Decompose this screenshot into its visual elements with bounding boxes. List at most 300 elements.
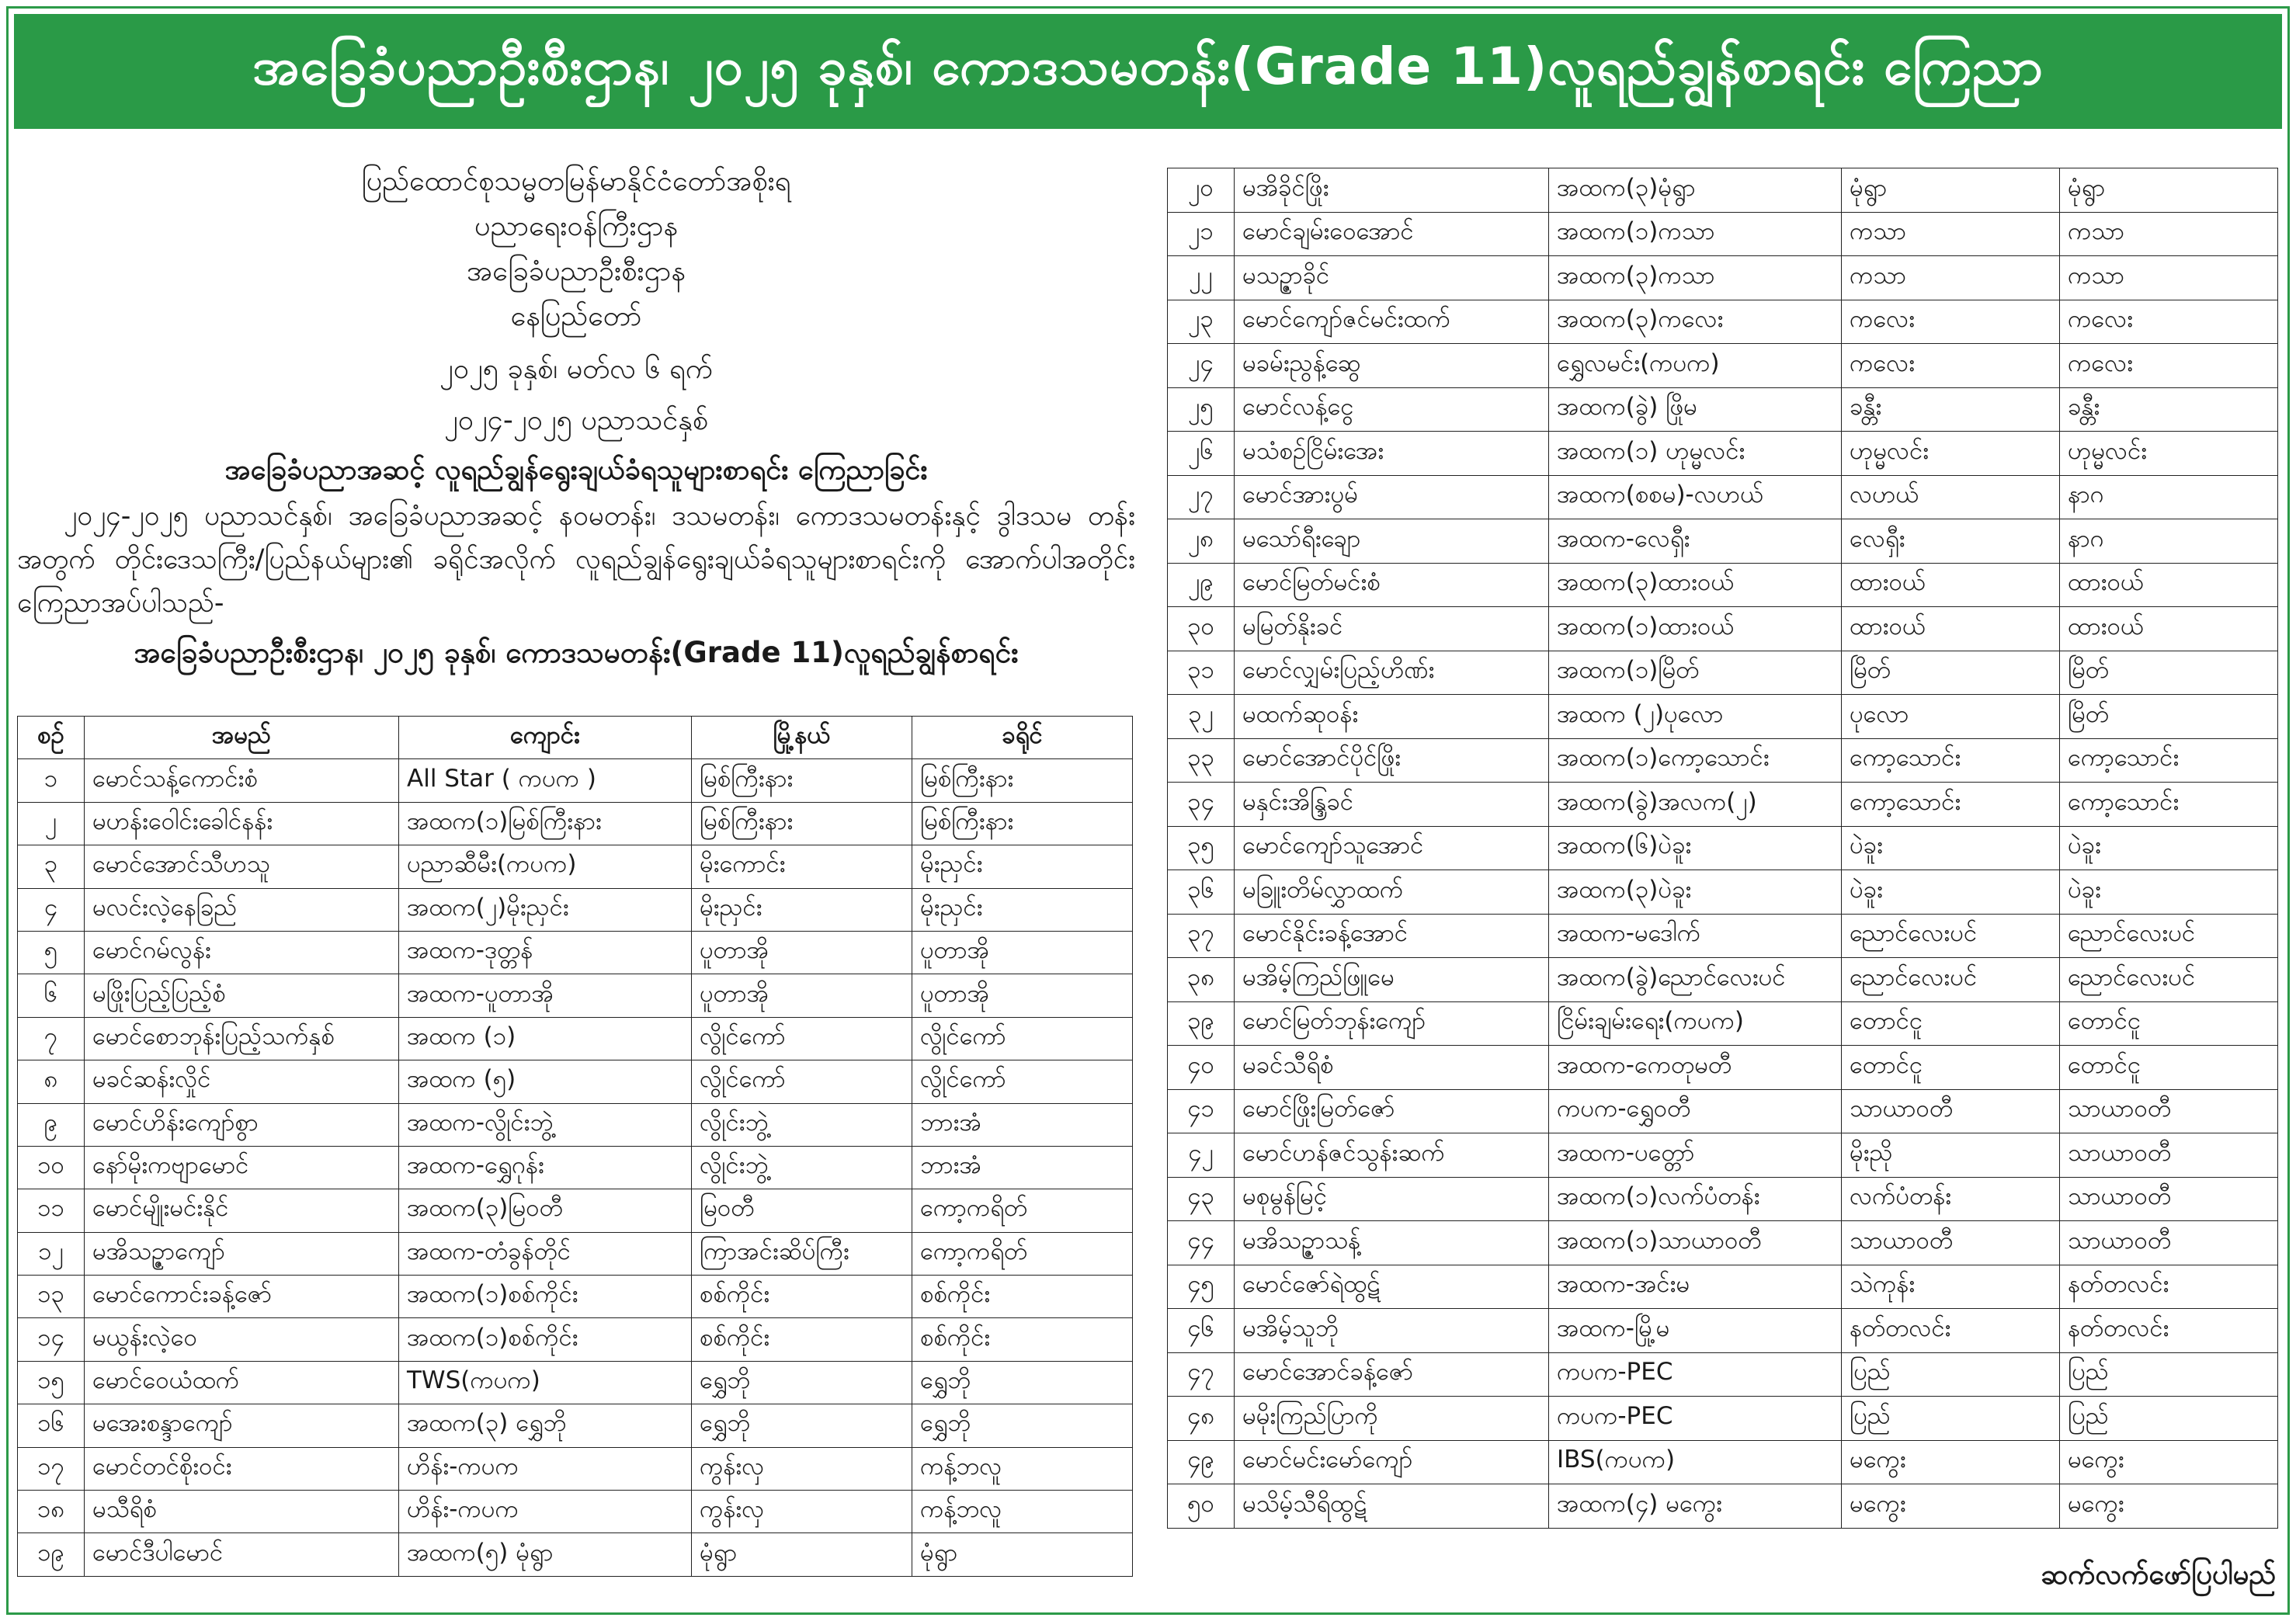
cell-school: အထက (၅) (399, 1060, 692, 1103)
cell-school: ပညာဆီမီး(ကပက) (399, 845, 692, 888)
table-row (18, 1533, 1133, 1576)
cell-name: နော်မိုးကဗျာမောင် (85, 1146, 399, 1189)
table-row (1168, 1133, 2278, 1178)
cell-no: ၃၁ (1168, 651, 1235, 695)
cell-township: ထားဝယ် (1842, 607, 2060, 651)
cell-no: ၁၆ (18, 1404, 85, 1447)
cell-no: ၂၉ (1168, 563, 1235, 607)
cell-school: အထက(၁) ဟုမ္မလင်း (1549, 432, 1842, 476)
cell-township: လွိုင်ကော် (692, 1017, 912, 1060)
cell-township: လွိုင်ကော် (692, 1060, 912, 1103)
cell-township: လဟယ် (1842, 475, 2060, 519)
cell-district: ပူတာအို (912, 974, 1133, 1017)
academic-year-line: ၂၀၂၄-၂၀၂၅ ပညာသင်နှစ် (444, 404, 708, 436)
cell-no: ၁၃ (18, 1276, 85, 1318)
table-row (18, 1103, 1133, 1146)
cell-no: ၉ (18, 1103, 85, 1146)
cell-name: မအိသဥ္ဇာကျော် (85, 1232, 399, 1275)
table-row (1168, 651, 2278, 695)
cell-district: ကော့ကရိတ် (912, 1232, 1133, 1275)
cell-no: ၄၄ (1168, 1221, 1235, 1265)
cell-name: မောင်လန့်ငွေ (1235, 387, 1549, 432)
table-row (1168, 607, 2278, 651)
cell-school: အထက(၂)မိုးညှင်း (399, 888, 692, 931)
cell-school: အထက (၁) (399, 1017, 692, 1060)
table-row (1168, 1484, 2278, 1529)
cell-district: ထားဝယ် (2060, 563, 2278, 607)
cell-name: မထက်ဆုဝန်း (1235, 695, 1549, 739)
cell-district: လွိုင်ကော် (912, 1060, 1133, 1103)
cell-township: စစ်ကိုင်း (692, 1276, 912, 1318)
cell-school: အထက(ခွဲ)ညောင်လေးပင် (1549, 958, 1842, 1002)
cell-district: ရွှေဘို (912, 1361, 1133, 1404)
table-row (1168, 738, 2278, 783)
table-row (1168, 1221, 2278, 1265)
list-title: အခြေခံပညာဦးစီးဌာန၊ ၂၀၂၅ ခုနှစ်၊ ကောဒသမတန်း(Grade 11)လူရည်ချွန်စာရင်း (134, 636, 1019, 669)
cell-township: ပူတာအို (692, 974, 912, 1017)
banner-title: အခြေခံပညာဦးစီးဌာန၊ ၂၀၂၅ ခုနှစ်၊ ကောဒသမတန်း(Grade 11)လူရည်ချွန်စာရင်း ကြေညာ (14, 14, 2282, 129)
cell-no: ၂၆ (1168, 432, 1235, 476)
cell-name: မသဥ္ဇာခိုင် (1235, 256, 1549, 300)
cell-name: မောင်ဒီပါမောင် (85, 1533, 399, 1576)
intro-block (17, 159, 1135, 676)
cell-no: ၂၅ (1168, 387, 1235, 432)
table-row (18, 802, 1133, 845)
cell-school: ကပက-ရွှေဝတီ (1549, 1089, 1842, 1133)
cell-township: ပဲခူး (1842, 826, 2060, 870)
cell-district: မြိတ် (2060, 651, 2278, 695)
cell-school: အထက-ဒုတ္တန် (399, 931, 692, 974)
table-row (1168, 914, 2278, 958)
cell-school: အထက(၁)လက်ပံတန်း (1549, 1177, 1842, 1221)
cell-school: ဟိန်း-ကပက (399, 1491, 692, 1533)
cell-name: မောင်အောင်သီဟသူ (85, 845, 399, 888)
cell-no: ၃၅ (1168, 826, 1235, 870)
cell-township: မုံရွာ (1842, 168, 2060, 213)
cell-school: အထက(၁)စစ်ကိုင်း (399, 1318, 692, 1361)
cell-school: အထက(၁)စစ်ကိုင်း (399, 1276, 692, 1318)
cell-school: IBS(ကပက) (1549, 1440, 1842, 1484)
cell-no: ၄၃ (1168, 1177, 1235, 1221)
cell-name: မခြူးတိမ်လွှာထက် (1235, 870, 1549, 915)
cell-no: ၂၂ (1168, 256, 1235, 300)
cell-school: အထက-လွိုင်းဘွဲ့ (399, 1103, 692, 1146)
cell-district: ပဲခူး (2060, 870, 2278, 915)
cell-township: မိုးညို (1842, 1133, 2060, 1178)
table-row (18, 1318, 1133, 1361)
table-row (1168, 783, 2278, 827)
cell-district: မိုးညှင်း (912, 845, 1133, 888)
cell-district: ခန္တီး (2060, 387, 2278, 432)
cell-no: ၂ (18, 802, 85, 845)
cell-name: မောင်ဟန်ဇင်သွန်းဆက် (1235, 1133, 1549, 1178)
cell-no: ၂၈ (1168, 519, 1235, 564)
cell-no: ၄၉ (1168, 1440, 1235, 1484)
cell-name: မလင်းလဲ့နေခြည် (85, 888, 399, 931)
cell-township: ကော့သောင်း (1842, 783, 2060, 827)
table-row (18, 1146, 1133, 1189)
cell-name: မအေးစန္ဒာကျော် (85, 1404, 399, 1447)
city-line: နေပြည်တော် (510, 300, 642, 332)
cell-district: စစ်ကိုင်း (912, 1318, 1133, 1361)
cell-school: ရွှေလမင်း(ကပက) (1549, 344, 1842, 388)
honor-list-table-right (1167, 168, 2278, 1529)
table-row (18, 759, 1133, 802)
cell-school: TWS(ကပက) (399, 1361, 692, 1404)
cell-district: ကန့်ဘလူ (912, 1447, 1133, 1490)
table-row (1168, 1440, 2278, 1484)
table-row (18, 1232, 1133, 1275)
cell-school: အထက(ခွဲ) ဖြိုမ (1549, 387, 1842, 432)
table-row (1168, 1309, 2278, 1353)
header-no: စဉ် (18, 717, 85, 759)
cell-school: အထက-တံခွန်တိုင် (399, 1232, 692, 1275)
cell-school: အထက(၁)ထားဝယ် (1549, 607, 1842, 651)
cell-district: နာဂ (2060, 475, 2278, 519)
cell-school: အထက(၃) ရွှေဘို (399, 1404, 692, 1447)
cell-school: အထက(ခွဲ)အလက(၂) (1549, 783, 1842, 827)
cell-district: တောင်ငူ (2060, 1046, 2278, 1090)
table-row (18, 1447, 1133, 1490)
cell-township: ပြည် (1842, 1397, 2060, 1441)
cell-school: အထက(၃)ကသာ (1549, 256, 1842, 300)
cell-district: သာယာဝတီ (2060, 1133, 2278, 1178)
cell-name: မောင်ဇော်ရဲထွဋ် (1235, 1265, 1549, 1309)
cell-school: အထက-ကေတုမတီ (1549, 1046, 1842, 1090)
cell-name: မအိမ့်ကြည်ဖြူမေ (1235, 958, 1549, 1002)
cell-no: ၁၄ (18, 1318, 85, 1361)
cell-no: ၄၀ (1168, 1046, 1235, 1090)
cell-name: မနှင်းအိန္ဒြခင် (1235, 783, 1549, 827)
cell-district: ကသာ (2060, 212, 2278, 256)
cell-no: ၁၀ (18, 1146, 85, 1189)
table-row (18, 1404, 1133, 1447)
cell-name: မောင်မြတ်မင်းစံ (1235, 563, 1549, 607)
table-row (1168, 300, 2278, 344)
government-line: ပြည်ထောင်စုသမ္မတမြန်မာနိုင်ငံတော်အစိုးရ (361, 165, 791, 197)
cell-district: ဘားအံ (912, 1146, 1133, 1189)
cell-school: အထက (၂)ပုလော (1549, 695, 1842, 739)
cell-district: ကလေး (2060, 344, 2278, 388)
cell-name: မခမ်းညွန့်ဆွေ (1235, 344, 1549, 388)
cell-no: ၂၃ (1168, 300, 1235, 344)
cell-township: စစ်ကိုင်း (692, 1318, 912, 1361)
header-district: ခရိုင် (912, 717, 1133, 759)
cell-school: အထက(၆)ပဲခူး (1549, 826, 1842, 870)
cell-no: ၄၈ (1168, 1397, 1235, 1441)
cell-school: ကပက-PEC (1549, 1397, 1842, 1441)
table-row (1168, 344, 2278, 388)
cell-no: ၄၂ (1168, 1133, 1235, 1178)
cell-district: သာယာဝတီ (2060, 1089, 2278, 1133)
cell-school: အထက-အင်းမ (1549, 1265, 1842, 1309)
cell-district: သာယာဝတီ (2060, 1221, 2278, 1265)
cell-township: မိုးညှင်း (692, 888, 912, 931)
table-row (1168, 1089, 2278, 1133)
cell-district: မကွေး (2060, 1440, 2278, 1484)
table-row (1168, 563, 2278, 607)
cell-no: ၅ (18, 931, 85, 974)
cell-district: ကသာ (2060, 256, 2278, 300)
table-row (1168, 432, 2278, 476)
cell-township: ထားဝယ် (1842, 563, 2060, 607)
cell-no: ၆ (18, 974, 85, 1017)
cell-township: မကွေး (1842, 1440, 2060, 1484)
cell-name: မောင်သန့်ကောင်းစံ (85, 759, 399, 802)
cell-school: အထက(စစမ)-လဟယ် (1549, 475, 1842, 519)
cell-school: အထက(၁)ကသာ (1549, 212, 1842, 256)
cell-township: တောင်ငူ (1842, 1001, 2060, 1046)
cell-name: မောင်ကောင်းခန့်ဇော် (85, 1276, 399, 1318)
cell-township: မြိတ် (1842, 651, 2060, 695)
cell-township: ကလေး (1842, 300, 2060, 344)
cell-township: ပဲခူး (1842, 870, 2060, 915)
cell-township: ကသာ (1842, 256, 2060, 300)
table-row (1168, 1397, 2278, 1441)
cell-name: မခင်ဆန်းလှိုင် (85, 1060, 399, 1103)
table-row (1168, 870, 2278, 915)
cell-district: မြစ်ကြီးနား (912, 802, 1133, 845)
honor-list-table-left (17, 716, 1133, 1577)
table-row (18, 1060, 1133, 1103)
cell-district: ဘားအံ (912, 1103, 1133, 1146)
cell-no: ၄၅ (1168, 1265, 1235, 1309)
cell-district: ပြည် (2060, 1397, 2278, 1441)
cell-township: လက်ပံတန်း (1842, 1177, 2060, 1221)
cell-no: ၄၁ (1168, 1089, 1235, 1133)
cell-township: လွိုင်းဘွဲ့ (692, 1146, 912, 1189)
cell-name: မဖြိုးပြည့်ပြည့်စံ (85, 974, 399, 1017)
cell-no: ၇ (18, 1017, 85, 1060)
table-row (18, 1276, 1133, 1318)
cell-no: ၁၅ (18, 1361, 85, 1404)
cell-township: မကွေး (1842, 1484, 2060, 1529)
cell-township: ကော့သောင်း (1842, 738, 2060, 783)
cell-township: သာယာဝတီ (1842, 1221, 2060, 1265)
table-row (1168, 1177, 2278, 1221)
table-row (18, 1491, 1133, 1533)
cell-name: မောင်မြတ်ဘုန်းကျော် (1235, 1001, 1549, 1046)
cell-district: မကွေး (2060, 1484, 2278, 1529)
cell-district: ပူတာအို (912, 931, 1133, 974)
table-row (1168, 212, 2278, 256)
cell-township: မြဝတီ (692, 1189, 912, 1232)
table-row (1168, 519, 2278, 564)
cell-no: ၃၀ (1168, 607, 1235, 651)
cell-township: သဲကုန်း (1842, 1265, 2060, 1309)
cell-name: မောင်ဂမ်လွန်း (85, 931, 399, 974)
cell-district: ရွှေဘို (912, 1404, 1133, 1447)
table-header-row (18, 717, 1133, 759)
cell-district: ပဲခူး (2060, 826, 2278, 870)
table-row (1168, 256, 2278, 300)
cell-school: အထက-မဒေါက် (1549, 914, 1842, 958)
table-row (18, 845, 1133, 888)
cell-district: သာယာဝတီ (2060, 1177, 2278, 1221)
cell-name: မောင်ကျော်ဇင်မင်းထက် (1235, 300, 1549, 344)
cell-name: မစုမွန်မြင့် (1235, 1177, 1549, 1221)
cell-township: ညောင်လေးပင် (1842, 958, 2060, 1002)
cell-township: ကွန်းလှ (692, 1447, 912, 1490)
cell-township: တောင်ငူ (1842, 1046, 2060, 1090)
cell-school: အထက(၃)မြဝတီ (399, 1189, 692, 1232)
cell-township: လေရှီး (1842, 519, 2060, 564)
cell-name: မောင်အောင်ခန့်ဇော် (1235, 1352, 1549, 1397)
cell-district: လွိုင်ကော် (912, 1017, 1133, 1060)
cell-district: မိုးညှင်း (912, 888, 1133, 931)
cell-school: All Star ( ကပက ) (399, 759, 692, 802)
cell-school: အထက(၃)ကလေး (1549, 300, 1842, 344)
cell-township: ခန္တီး (1842, 387, 2060, 432)
table-row (1168, 475, 2278, 519)
cell-district: ကော့ကရိတ် (912, 1189, 1133, 1232)
table-row (18, 974, 1133, 1017)
cell-name: မောင်ဟိန်းကျော်စွာ (85, 1103, 399, 1146)
ministry-line: ပညာရေးဝန်ကြီးဌာန (474, 210, 679, 242)
cell-name: မအိခိုင်ဖြိုး (1235, 168, 1549, 213)
cell-name: မအိသဥ္ဇာသန့် (1235, 1221, 1549, 1265)
cell-name: မမိုးကြည်ပြာကို (1235, 1397, 1549, 1441)
table-row (18, 1017, 1133, 1060)
cell-township: မုံရွာ (692, 1533, 912, 1576)
cell-township: ကွန်းလှ (692, 1491, 912, 1533)
cell-no: ၃၇ (1168, 914, 1235, 958)
cell-no: ၁၁ (18, 1189, 85, 1232)
cell-name: မအိမ့်သူဘို (1235, 1309, 1549, 1353)
cell-no: ၄ (18, 888, 85, 931)
cell-no: ၁၉ (18, 1533, 85, 1576)
cell-name: မောင်မင်းမော်ကျော် (1235, 1440, 1549, 1484)
cell-no: ၁ (18, 759, 85, 802)
cell-township: ပူတာအို (692, 931, 912, 974)
cell-name: မောင်အားပွမ် (1235, 475, 1549, 519)
cell-district: မြိတ် (2060, 695, 2278, 739)
cell-district: ညောင်လေးပင် (2060, 958, 2278, 1002)
cell-school: အထက(၁)မြစ်ကြီးနား (399, 802, 692, 845)
cell-no: ၄၆ (1168, 1309, 1235, 1353)
cell-township: လွိုင်းဘွဲ့ (692, 1103, 912, 1146)
table-row (1168, 1001, 2278, 1046)
cell-township: ကလေး (1842, 344, 2060, 388)
cell-name: မသီရိစံ (85, 1491, 399, 1533)
cell-township: နတ်တလင်း (1842, 1309, 2060, 1353)
cell-name: မယွန်းလဲ့ဝေ (85, 1318, 399, 1361)
cell-no: ၂၄ (1168, 344, 1235, 388)
cell-district: ပြည် (2060, 1352, 2278, 1397)
cell-school: အထက(၁)သာယာဝတီ (1549, 1221, 1842, 1265)
header-name: အမည် (85, 717, 399, 759)
cell-district: စစ်ကိုင်း (912, 1276, 1133, 1318)
cell-school: ဟိန်း-ကပက (399, 1447, 692, 1490)
cell-school: အထက(၃)မုံရွာ (1549, 168, 1842, 213)
cell-no: ၃၉ (1168, 1001, 1235, 1046)
table-row (1168, 168, 2278, 213)
cell-school: အထက(၃)ပဲခူး (1549, 870, 1842, 915)
cell-township: သာယာဝတီ (1842, 1089, 2060, 1133)
cell-district: ကန့်ဘလူ (912, 1491, 1133, 1533)
cell-district: ကလေး (2060, 300, 2278, 344)
header-township: မြို့နယ် (692, 717, 912, 759)
cell-district: နာဂ (2060, 519, 2278, 564)
table-row (1168, 695, 2278, 739)
table-row (18, 931, 1133, 974)
cell-township: ဟုမ္မလင်း (1842, 432, 2060, 476)
cell-district: နတ်တလင်း (2060, 1309, 2278, 1353)
cell-no: ၁၂ (18, 1232, 85, 1275)
announcement-paragraph: ၂၀၂၄-၂၀၂၅ ပညာသင်နှစ်၊ အခြေခံပညာအဆင့် နဝမတန်း၊ ဒသမတန်း၊ ကောဒသမတန်းနှင့် ဒွါဒသမ တန်းအတွက် တိုင်းဒေသကြီး/ပြည်နယ်များ၏ ခရိုင်အလိုက် လူရည်ချွန်ရွေးချယ်ခံရသူများစာရင်းကို အောက်ပါအတိုင်းကြေညာအပ်ပါသည်- (17, 501, 1135, 619)
cell-name: မခင်သီရိစံ (1235, 1046, 1549, 1090)
cell-no: ၁၈ (18, 1491, 85, 1533)
cell-no: ၃၄ (1168, 783, 1235, 827)
cell-township: ရွှေဘို (692, 1404, 912, 1447)
cell-no: ၄၇ (1168, 1352, 1235, 1397)
table-row (18, 888, 1133, 931)
cell-name: မသိမ့်သီရိထွဋ် (1235, 1484, 1549, 1529)
cell-name: မောင်ချမ်းဝေအောင် (1235, 212, 1549, 256)
cell-name: မောင်အောင်ပိုင်ဖြိုး (1235, 738, 1549, 783)
cell-no: ၃၃ (1168, 738, 1235, 783)
cell-township: ကသာ (1842, 212, 2060, 256)
header-school: ကျောင်း (399, 717, 692, 759)
cell-school: အထက(၁)ကော့သောင်း (1549, 738, 1842, 783)
cell-district: မြစ်ကြီးနား (912, 759, 1133, 802)
cell-school: အထက-ရွှေဂုန်း (399, 1146, 692, 1189)
table-row (1168, 826, 2278, 870)
cell-school: အထက(၃)ထားဝယ် (1549, 563, 1842, 607)
cell-township: မြစ်ကြီးနား (692, 802, 912, 845)
cell-school: အထက-မြို့မ (1549, 1309, 1842, 1353)
table-row (1168, 1265, 2278, 1309)
cell-district: ညောင်လေးပင် (2060, 914, 2278, 958)
cell-no: ၃ (18, 845, 85, 888)
cell-school: အထက(၅) မုံရွာ (399, 1533, 692, 1576)
announcement-heading: အခြေခံပညာအဆင့် လူရည်ချွန်ရွေးချယ်ခံရသူများစာရင်း ကြေညာခြင်း (224, 454, 928, 486)
cell-name: မောင်ဝေယံထက် (85, 1361, 399, 1404)
cell-no: ၂၀ (1168, 168, 1235, 213)
cell-name: မောင်တင်စိုးဝင်း (85, 1447, 399, 1490)
cell-no: ၈ (18, 1060, 85, 1103)
cell-name: မောင်ဖြိုးမြတ်ဇော် (1235, 1089, 1549, 1133)
cell-school: ငြိမ်းချမ်းရေး(ကပက) (1549, 1001, 1842, 1046)
cell-no: ၅၀ (1168, 1484, 1235, 1529)
cell-district: မုံရွာ (912, 1533, 1133, 1576)
cell-school: အထက-ပတ္တော် (1549, 1133, 1842, 1178)
cell-no: ၃၂ (1168, 695, 1235, 739)
cell-name: မောင်လျှမ်းပြည့်ဟိဏ်း (1235, 651, 1549, 695)
cell-name: မောင်ကျော်သူအောင် (1235, 826, 1549, 870)
table-row (1168, 958, 2278, 1002)
table-row (1168, 387, 2278, 432)
cell-no: ၁၇ (18, 1447, 85, 1490)
cell-school: အထက(၄) မကွေး (1549, 1484, 1842, 1529)
cell-school: ကပက-PEC (1549, 1352, 1842, 1397)
cell-township: မိုးကောင်း (692, 845, 912, 888)
continued-note: ဆက်လက်ဖော်ပြပါမည် (2041, 1559, 2276, 1591)
cell-district: ကော့သောင်း (2060, 783, 2278, 827)
cell-township: မြစ်ကြီးနား (692, 759, 912, 802)
cell-name: မဟန်းဝေါင်းခေါင်နန်း (85, 802, 399, 845)
cell-township: ရွှေဘို (692, 1361, 912, 1404)
table-row (18, 1361, 1133, 1404)
cell-name: မောင်နိုင်းခန့်အောင် (1235, 914, 1549, 958)
cell-name: မောင်စောဘုန်းပြည့်သက်နှစ် (85, 1017, 399, 1060)
cell-district: မုံရွာ (2060, 168, 2278, 213)
cell-township: ပြည် (1842, 1352, 2060, 1397)
cell-township: ညောင်လေးပင် (1842, 914, 2060, 958)
cell-no: ၂၇ (1168, 475, 1235, 519)
table-row (1168, 1046, 2278, 1090)
table-row (18, 1189, 1133, 1232)
